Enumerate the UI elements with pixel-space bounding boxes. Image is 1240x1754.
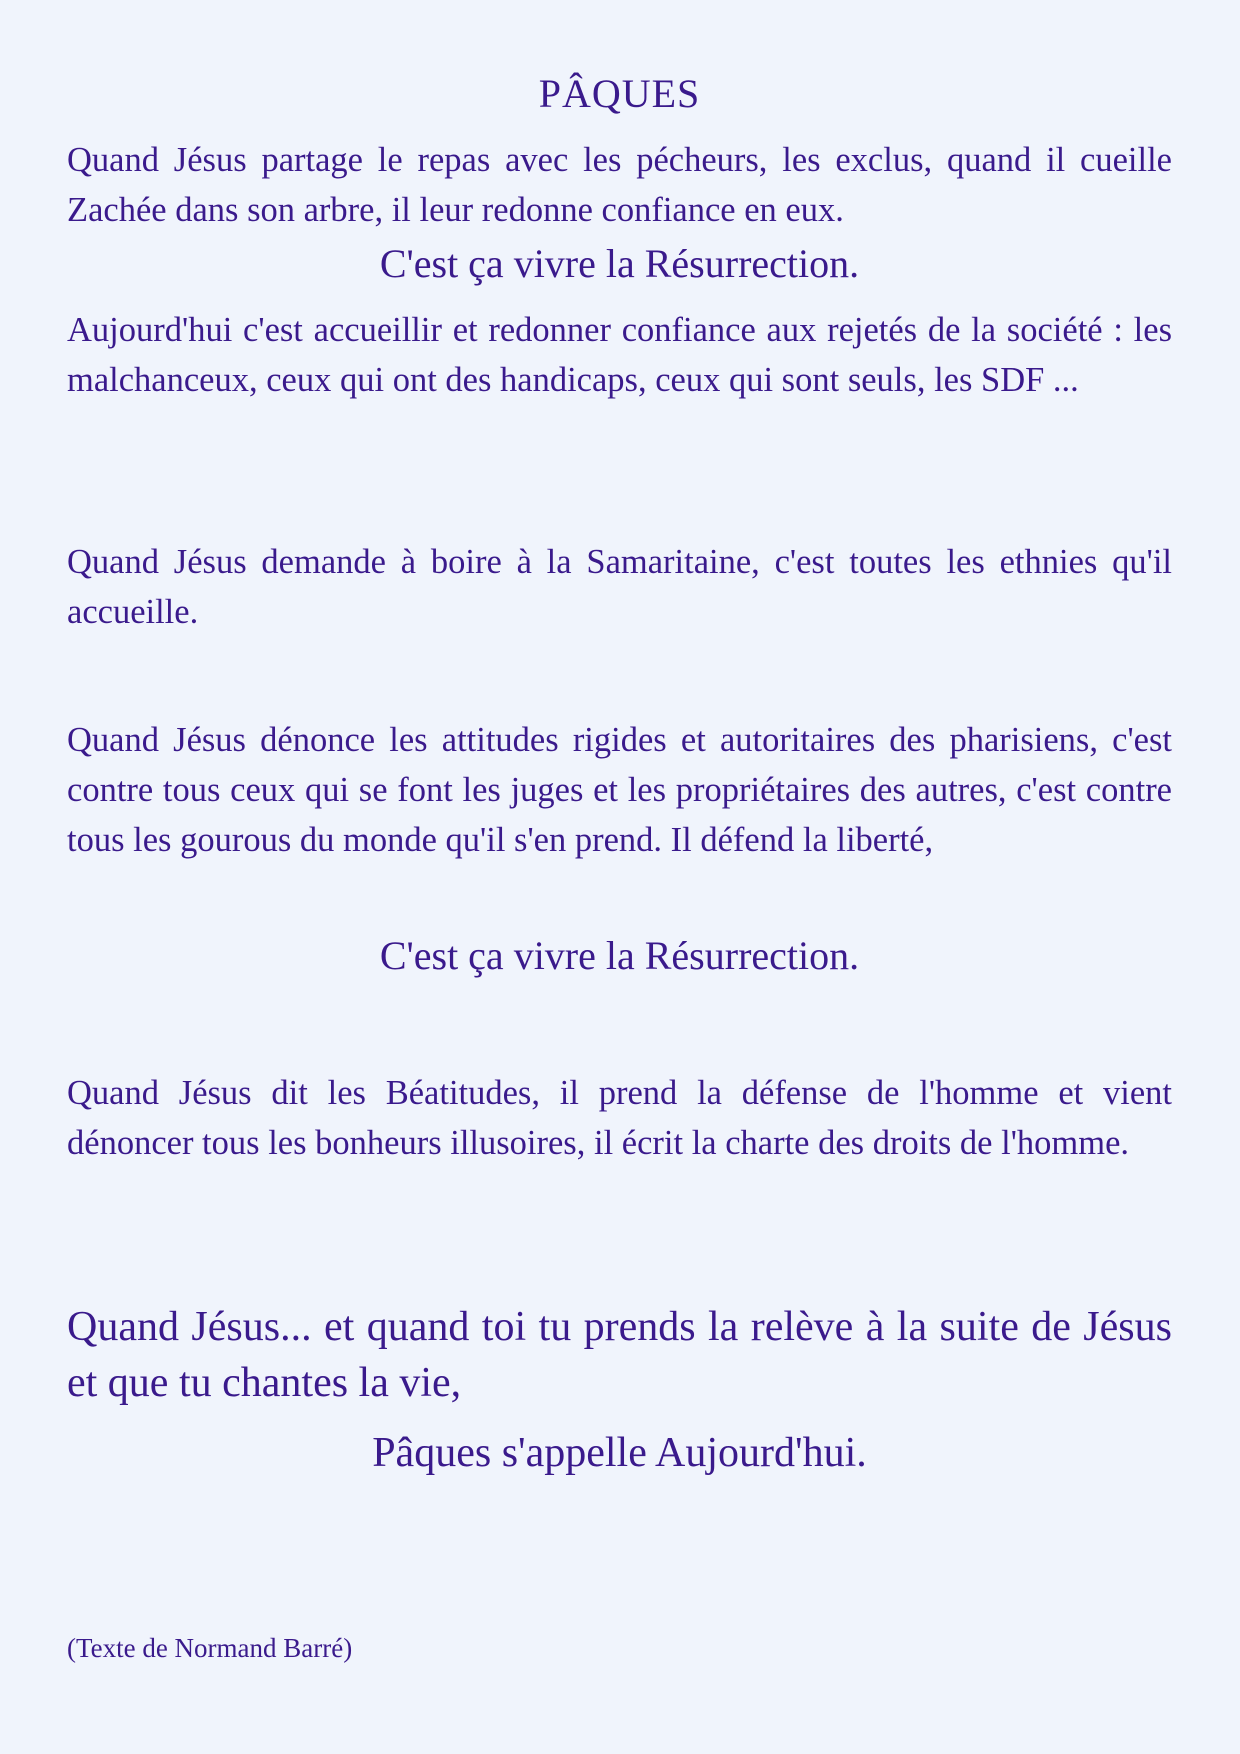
paragraph-samaritaine: Quand Jésus demande à boire à la Samaritaine, c'est toutes les ethnies qu'il accueille. bbox=[67, 543, 1172, 631]
page-title: PÂQUES bbox=[538, 71, 701, 116]
paragraph-aujourdhui: Aujourd'hui c'est accueillir et redonner confiance aux rejetés de la société : les malchanceux, ceux qui ont des handicaps, ceux qui sont seuls, les SDF ... bbox=[67, 311, 1172, 399]
closing-line: Pâques s'appelle Aujourd'hui. bbox=[372, 1430, 867, 1476]
paragraph-repas: Quand Jésus partage le repas avec les pécheurs, les exclus, quand il cueille Zachée dans son arbre, il leur redonne confiance en eux. bbox=[67, 141, 1172, 229]
paragraph-releve: Quand Jésus... et quand toi tu prends la relève à la suite de Jésus et que tu chantes la vie, bbox=[67, 1304, 1172, 1406]
paragraph-pharisiens: Quand Jésus dénonce les attitudes rigides et autoritaires des pharisiens, c'est contre tous ceux qui se font les juges et les propriétaires des autres, c'est contre tous les gourous du monde qu'il s'en prend. Il défend la liberté, bbox=[67, 721, 1172, 859]
refrain-resurrection-2: C'est ça vivre la Résurrection. bbox=[379, 933, 860, 978]
refrain-resurrection-1: C'est ça vivre la Résurrection. bbox=[379, 241, 860, 286]
paragraph-beatitudes: Quand Jésus dit les Béatitudes, il prend la défense de l'homme et vient dénoncer tous les bonheurs illusoires, il écrit la charte des droits de l'homme. bbox=[67, 1074, 1172, 1162]
author-credit: (Texte de Normand Barré) bbox=[67, 1633, 353, 1663]
